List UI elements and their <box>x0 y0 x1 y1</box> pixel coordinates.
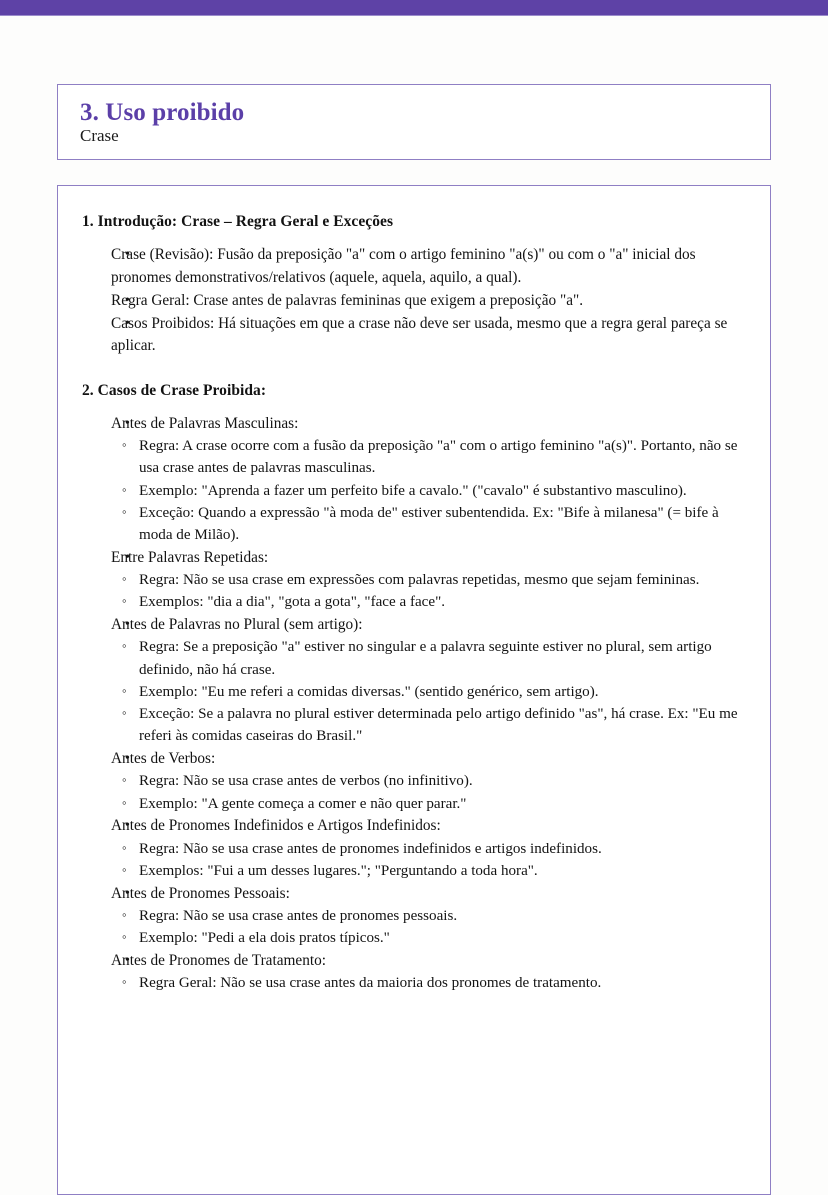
sub-list-item: ◦ Exemplos: "dia a dia", "gota a gota", "face a face". <box>111 591 744 613</box>
list-item <box>82 290 744 312</box>
document-content-card <box>57 185 771 1195</box>
section-heading: 2. Casos de Crase Proibida: <box>82 381 267 399</box>
page-subtitle: Crase <box>80 126 119 145</box>
sub-list-item: ◦ Exemplo: "Aprenda a fazer um perfeito bife a cavalo." ("cavalo" é substantivo masculino). <box>111 480 744 502</box>
list-item-text: • Antes de Pronomes Pessoais: <box>111 883 744 905</box>
sub-bullet-list <box>111 569 744 613</box>
list-item <box>82 883 744 950</box>
sub-bullet-list <box>111 972 744 994</box>
list-item-text: • Crase (Revisão): Fusão da preposição "a" com o artigo feminino "a(s)" ou com o "a" inicial dos pronomes demonstrativos/relativos (aquele, aquela, aquilo, a qual). <box>111 244 744 289</box>
sub-bullet-list <box>111 636 744 747</box>
list-item <box>82 950 744 995</box>
list-item-text: • Antes de Palavras no Plural (sem artigo): <box>111 614 744 636</box>
sub-list-item: ◦ Exemplo: "Eu me referi a comidas diversas." (sentido genérico, sem artigo). <box>111 681 744 703</box>
list-item <box>82 413 744 546</box>
sub-bullet-list <box>111 838 744 882</box>
list-item <box>82 815 744 882</box>
sub-bullet-list <box>111 435 744 546</box>
list-item-text: • Entre Palavras Repetidas: <box>111 547 744 569</box>
list-item <box>82 244 744 289</box>
sub-list-item: ◦ Regra: Não se usa crase antes de pronomes indefinidos e artigos indefinidos. <box>111 838 744 860</box>
list-item-text: • Antes de Verbos: <box>111 748 744 770</box>
list-item <box>82 614 744 747</box>
sub-list-item: ◦ Exemplo: "Pedi a ela dois pratos típicos." <box>111 927 744 949</box>
sub-list-item: ◦ Regra Geral: Não se usa crase antes da maioria dos pronomes de tratamento. <box>111 972 744 994</box>
section-bullet-list <box>82 244 744 357</box>
document-header-card <box>57 84 771 160</box>
sub-bullet-list <box>111 905 744 949</box>
sub-list-item: ◦ Exceção: Se a palavra no plural estiver determinada pelo artigo definido "as", há crase. Ex: "Eu me referi às comidas caseiras do Brasil." <box>111 703 744 747</box>
list-item-text: • Casos Proibidos: Há situações em que a crase não deve ser usada, mesmo que a regra geral pareça se aplicar. <box>111 313 744 358</box>
sub-bullet-list <box>111 770 744 814</box>
sub-list-item: ◦ Regra: Não se usa crase antes de pronomes pessoais. <box>111 905 744 927</box>
sub-list-item: ◦ Exemplo: "A gente começa a comer e não quer parar." <box>111 793 744 815</box>
list-item-text: • Antes de Pronomes Indefinidos e Artigos Indefinidos: <box>111 815 744 837</box>
list-item <box>82 547 744 614</box>
list-item-text: • Regra Geral: Crase antes de palavras femininas que exigem a preposição "a". <box>111 290 744 312</box>
sub-list-item: ◦ Exceção: Quando a expressão "à moda de" estiver subentendida. Ex: "Bife à milanesa" (= bife à moda de Milão). <box>111 502 744 546</box>
sections-container <box>82 212 744 995</box>
page-title: 3. Uso proibido <box>80 99 245 126</box>
section-bullet-list <box>82 413 744 995</box>
sub-list-item: ◦ Regra: Não se usa crase em expressões com palavras repetidas, mesmo que sejam femininas. <box>111 569 744 591</box>
list-item-text: • Antes de Palavras Masculinas: <box>111 413 744 435</box>
sub-list-item: ◦ Regra: Se a preposição "a" estiver no singular e a palavra seguinte estiver no plural, sem artigo definido, não há crase. <box>111 636 744 680</box>
sub-list-item: ◦ Regra: A crase ocorre com a fusão da preposição "a" com o artigo feminino "a(s)". Portanto, não se usa crase antes de palavras masculinas. <box>111 435 744 479</box>
sub-list-item: ◦ Regra: Não se usa crase antes de verbos (no infinitivo). <box>111 770 744 792</box>
sub-list-item: ◦ Exemplos: "Fui a um desses lugares."; "Perguntando a toda hora". <box>111 860 744 882</box>
list-item <box>82 748 744 815</box>
list-item <box>82 313 744 358</box>
top-accent-bar <box>0 0 828 16</box>
section-heading: 1. Introdução: Crase – Regra Geral e Exceções <box>82 213 394 230</box>
list-item-text: • Antes de Pronomes de Tratamento: <box>111 950 744 972</box>
